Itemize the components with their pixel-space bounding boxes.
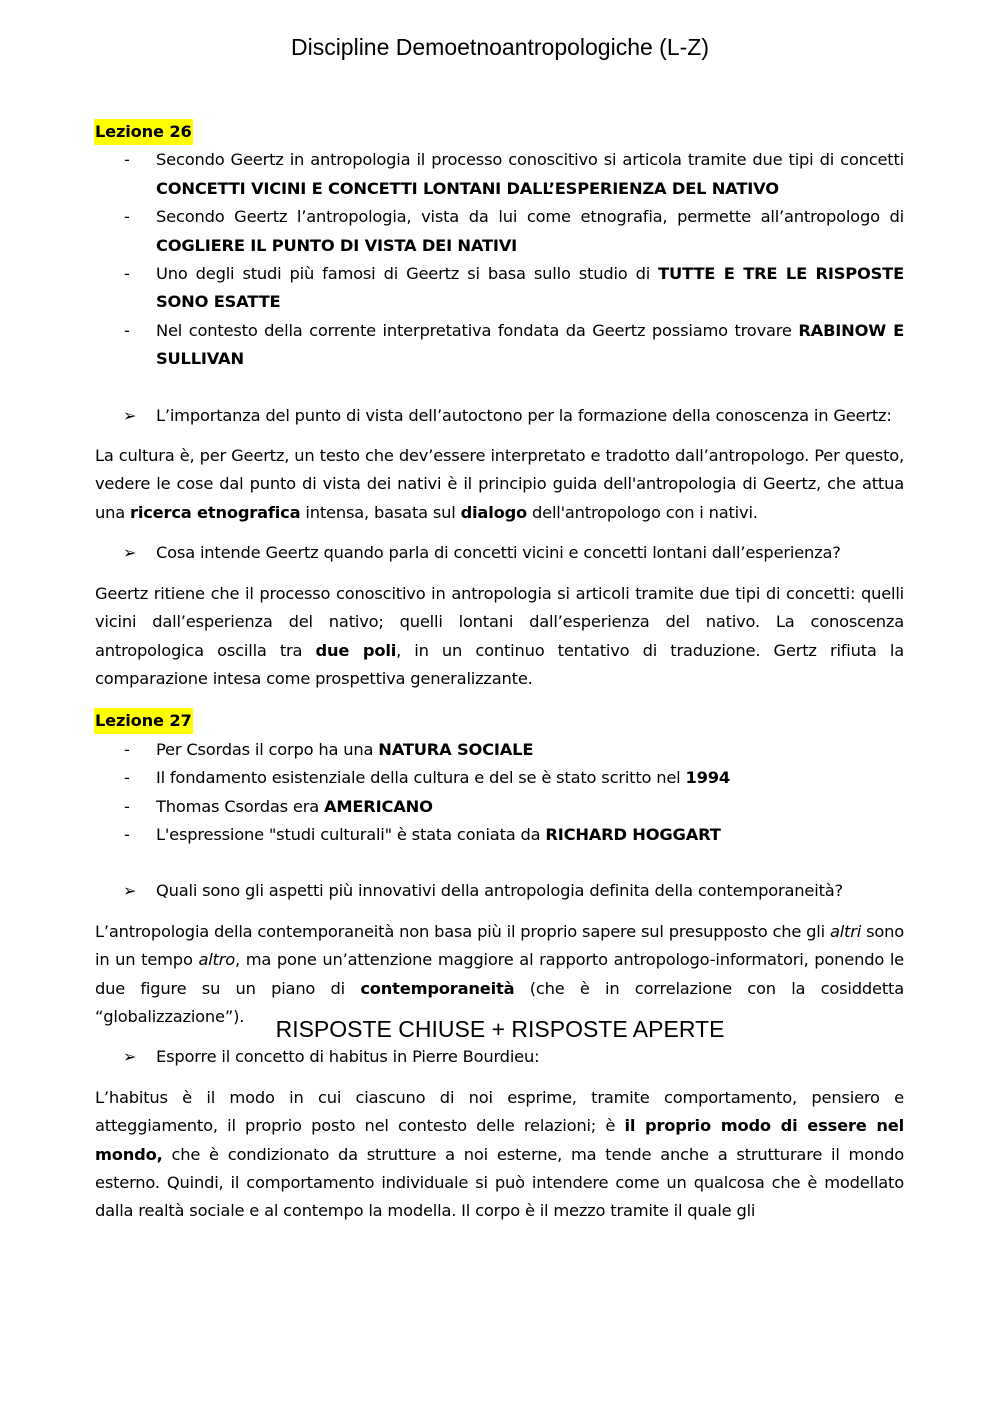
- lesson-26-title: Lezione 26: [94, 119, 193, 145]
- list-item: [95, 736, 904, 764]
- item-answer: CONCETTI VICINI E CONCETTI LONTANI DALL’ESPERIENZA DEL NATIVO: [156, 178, 779, 198]
- item-answer: 1994: [685, 768, 730, 788]
- item-text: Secondo Geertz l’antropologia, vista da lui come etnografia, permette all’antropologo di: [156, 207, 904, 227]
- lesson-26-section: [95, 118, 904, 693]
- item-text: Uno degli studi più famosi di Geertz si basa sullo studio di: [156, 264, 659, 284]
- question: [95, 1043, 904, 1071]
- arrowhead-bullet-icon: ➢: [123, 1047, 137, 1067]
- question: [95, 402, 904, 430]
- question: [95, 877, 904, 905]
- question-text: Quali sono gli aspetti più innovativi della antropologia definita della contemporaneità?: [156, 881, 843, 901]
- item-answer: COGLIERE IL PUNTO DI VISTA DEI NATIVI: [156, 235, 518, 255]
- lesson-27-section: [95, 707, 904, 1226]
- item-text: Per Csordas il corpo ha una: [156, 739, 379, 759]
- answer-paragraph: La cultura è, per Geertz, un testo che dev’essere interpretato e tradotto dall’antropologo. Per questo, vedere le cose dal punto di vista dei nativi è il principio guida dell'antropologia di Geertz, che attua una ricerca etnografica intensa, basata sul dialogo dell'antropologo con i nativi.: [95, 446, 904, 522]
- page-footer: RISPOSTE CHIUSE + RISPOSTE APERTE: [275, 1016, 725, 1042]
- question-text: L’importanza del punto di vista dell’autoctono per la formazione della conoscenza in Geertz:: [156, 405, 892, 425]
- page-body: [95, 118, 904, 1226]
- item-text: L'espressione "studi culturali" è stata coniata da: [156, 824, 546, 844]
- item-answer: RABINOW E SULLIVAN: [156, 320, 904, 369]
- item-answer: TUTTE E TRE LE RISPOSTE SONO ESATTE: [156, 264, 904, 312]
- item-text: Thomas Csordas era: [156, 796, 324, 816]
- arrowhead-bullet-icon: ➢: [123, 543, 137, 563]
- list-item: [95, 260, 904, 317]
- item-answer: NATURA SOCIALE: [378, 739, 534, 759]
- lesson-27-title: Lezione 27: [94, 708, 193, 734]
- list-item: [95, 317, 904, 374]
- item-text: Il fondamento esistenziale della cultura e del se è stato scritto nel: [156, 768, 686, 788]
- item-answer: RICHARD HOGGART: [545, 824, 721, 844]
- answer-paragraph: Geertz ritiene che il processo conoscitivo in antropologia si articoli tramite due tipi di concetti: quelli vicini dall’esperienza del nativo; quelli lontani dall’esperienza del nativo. La conoscenza antropologica oscilla tra due poli, in un continuo tentativo di traduzione. Gertz rifiuta la comparazione intesa come prospettiva generalizzante.: [95, 583, 904, 688]
- lesson-26-closed-answers: [95, 146, 904, 373]
- answer-paragraph: L’habitus è il modo in cui ciascuno di noi esprime, tramite comportamento, pensiero e atteggiamento, il proprio posto nel contesto delle relazioni; è il proprio modo di essere nel mondo, che è condizionato da strutture a noi esterne, ma tende anche a strutturare il mondo esterno. Quindi, il comportamento individuale si può intendere come un qualcosa che è modellato dalla realtà sociale e al contempo la modella. Il corpo è il mezzo tramite il quale gli: [95, 1087, 905, 1221]
- item-text: Secondo Geertz in antropologia il processo conoscitivo si articola tramite due tipi di concetti: [156, 150, 904, 170]
- arrowhead-bullet-icon: ➢: [123, 405, 137, 425]
- item-answer: AMERICANO: [323, 796, 433, 816]
- question: [95, 539, 904, 567]
- list-item: [95, 793, 904, 821]
- list-item: [95, 203, 904, 260]
- question-text: Esporre il concetto di habitus in Pierre Bourdieu:: [156, 1047, 540, 1067]
- answer-paragraph: L’antropologia della contemporaneità non basa più il proprio sapere sul presupposto che gli altri sono in un tempo altro, ma pone un’attenzione maggiore al rapporto antropologo-informatori, ponendo le due figure su un piano di contemporaneità (che è in correlazione con la cosiddetta “globalizzazione”).: [95, 921, 904, 1026]
- list-item: [95, 764, 904, 792]
- lesson-27-closed-answers: [95, 736, 904, 850]
- item-text: Nel contesto della corrente interpretativa fondata da Geertz possiamo trovare: [156, 320, 799, 340]
- question-text: Cosa intende Geertz quando parla di concetti vicini e concetti lontani dall’esperienza?: [156, 543, 841, 563]
- page-header: Discipline Demoetnoantropologiche (L-Z): [290, 34, 710, 60]
- list-item: [95, 821, 904, 849]
- list-item: [95, 146, 904, 203]
- arrowhead-bullet-icon: ➢: [123, 881, 137, 901]
